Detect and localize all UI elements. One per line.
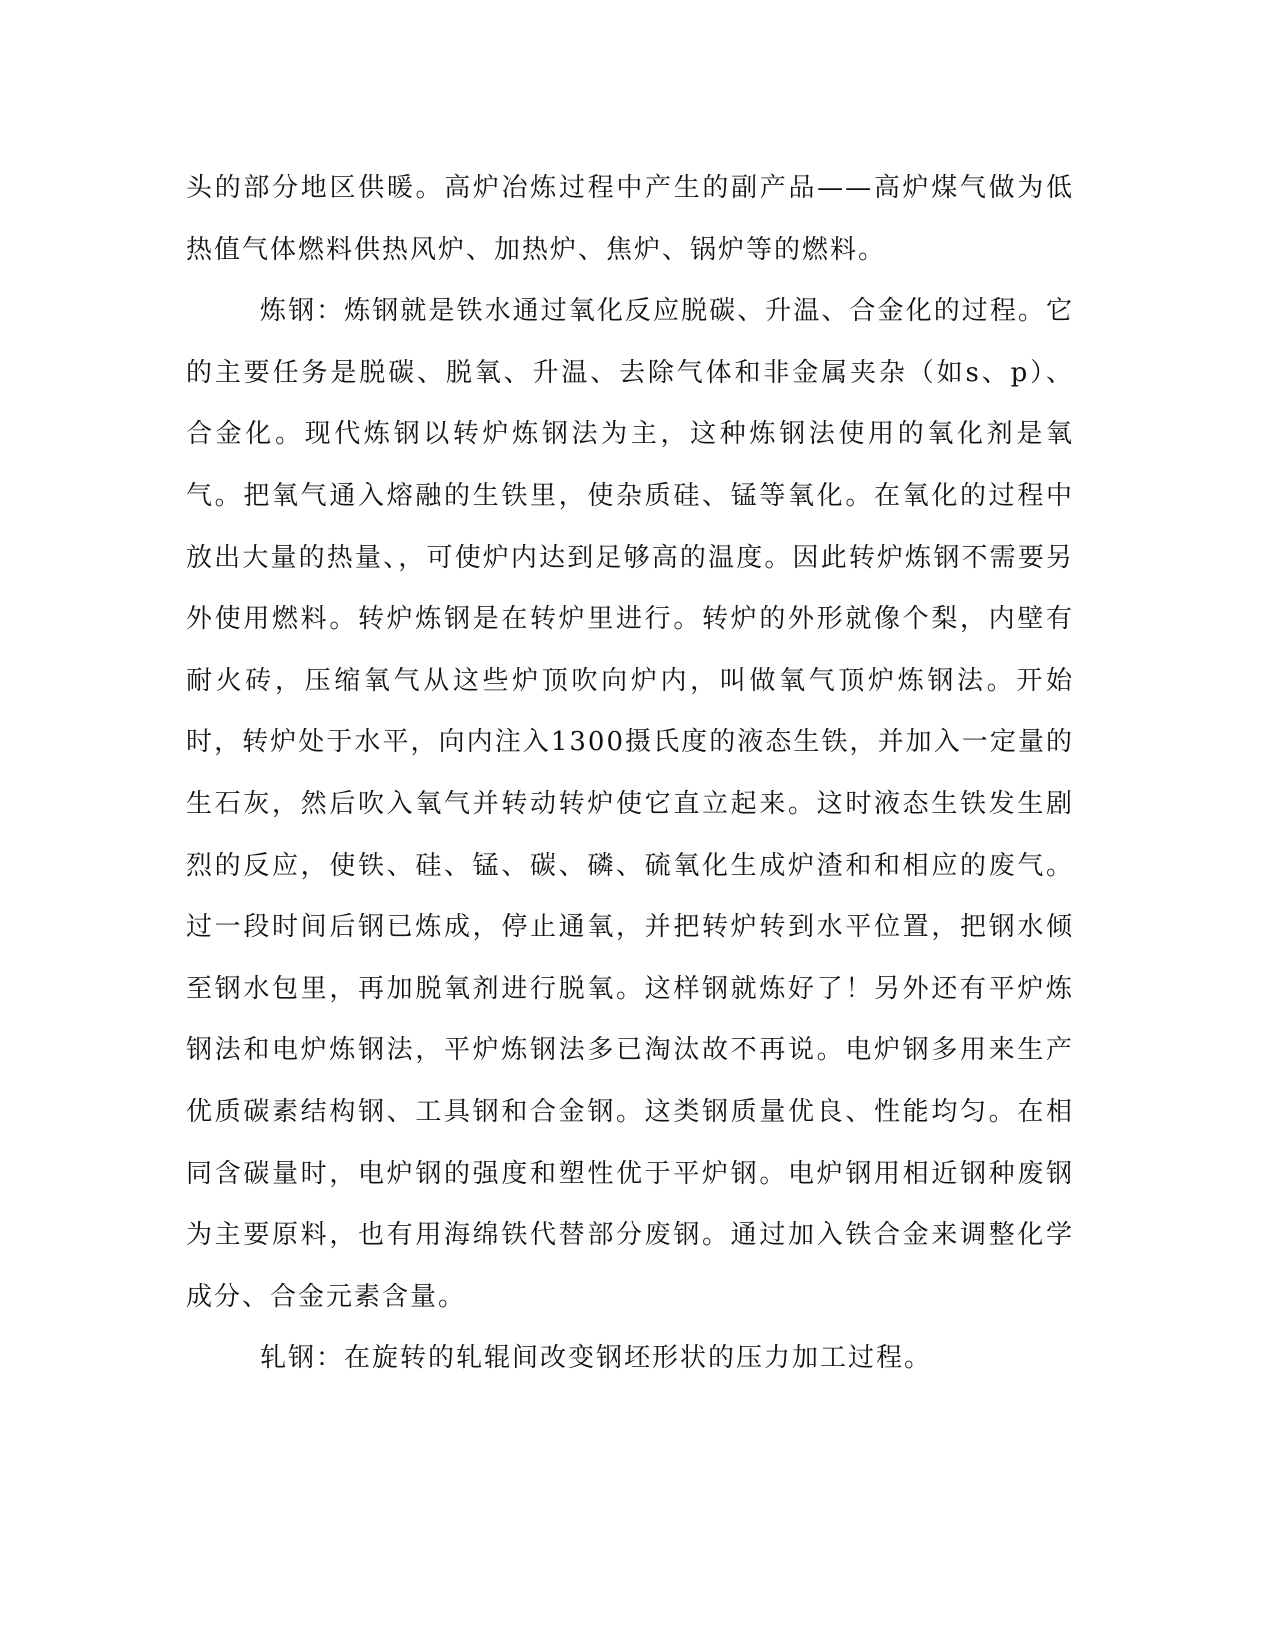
paragraph-steel-rolling: 轧钢：在旋转的轧辊间改变钢坯形状的压力加工过程。 [260, 1343, 933, 1374]
paragraph-steelmaking: 炼钢：炼钢就是铁水通过氧化反应脱碳、升温、合金化的过程。它的主要任务是脱碳、脱氧、升温、去除气体和非金属夹杂（如s、p）、合金化。现代炼钢以转炉炼钢法为主，这种炼钢法使用的氧化剂是氧气。把氧气通入熔融的生铁里，使杂质硅、锰等氧化。在氧化的过程中放出大量的热量、，可使炉内达到足够高的温度。因此转炉炼钢不需要另外使用燃料。转炉炼钢是在转炉里进行。转炉的外形就像个梨，内壁有耐火砖，压缩氧气从这些炉顶吹向炉内，叫做氧气顶炉炼钢法。开始时，转炉处于水平，向内注入1300摄氏度的液态生铁，并加入一定量的生石灰，然后吹入氧气并转动转炉使它直立起来。这时液态生铁发生剧烈的反应，使铁、硅、锰、碳、磷、硫氧化生成炉渣和和相应的废气。过一段时间后钢已炼成，停止通氧，并把转炉转到水平位置，把钢水倾至钢水包里，再加脱氧剂进行脱氧。这样钢就炼好了！另外还有平炉炼钢法和电炉炼钢法，平炉炼钢法多已淘汰故不再说。电炉钢多用来生产优质碳素结构钢、工具钢和合金钢。这类钢质量优良、性能均匀。在相同含碳量时，电炉钢的强度和塑性优于平炉钢。电炉钢用相近钢种废钢为主要原料，也有用海绵铁代替部分废钢。通过加入铁合金来调整化学成分、合金元素含量。 [186, 296, 1074, 1312]
paragraph-blast-furnace-heating: 头的部分地区供暖。高炉冶炼过程中产生的副产品——高炉煤气做为低热值气体燃料供热风炉、加热炉、焦炉、锅炉等的燃料。 [186, 173, 1074, 265]
document-body [186, 158, 1074, 1390]
